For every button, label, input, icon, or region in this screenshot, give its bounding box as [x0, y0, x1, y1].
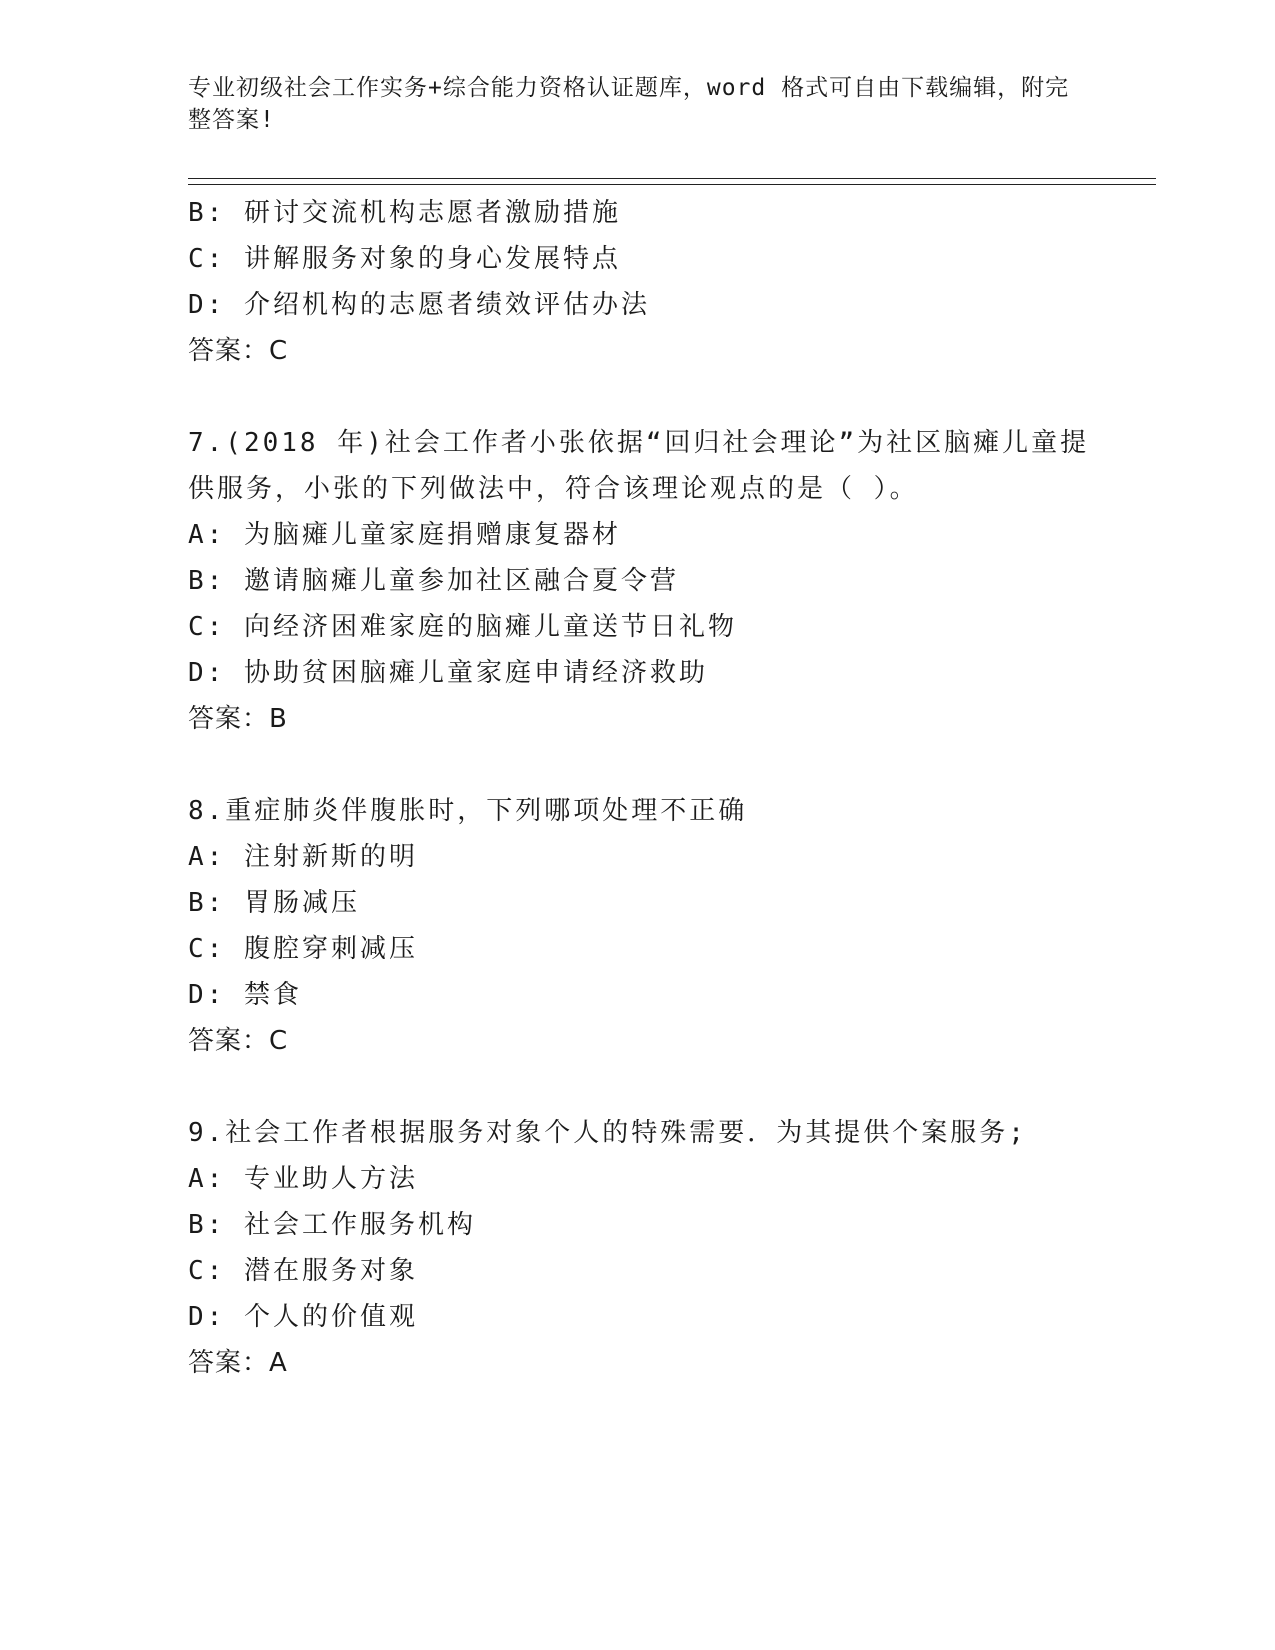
- question-stem-line: 7.(2018 年)社会工作者小张依据“回归社会理论”为社区脑瘫儿童提: [188, 428, 1090, 458]
- option-d: D: 协助贫困脑瘫儿童家庭申请经济救助: [188, 658, 708, 688]
- spacer: [188, 1064, 1088, 1110]
- option-d: D: 禁食: [188, 980, 302, 1010]
- answer-line: 答案：B: [188, 704, 288, 734]
- question-9: [188, 1110, 1088, 1386]
- option-c: C: 腹腔穿刺减压: [188, 934, 418, 964]
- answer-line: 答案：C: [188, 1026, 289, 1056]
- question-list: [188, 190, 1088, 1386]
- option-b: B: 胃肠减压: [188, 888, 360, 918]
- option-b: B: 社会工作服务机构: [188, 1210, 476, 1240]
- option-a: A: 注射新斯的明: [188, 842, 418, 872]
- page-header: [188, 72, 1088, 136]
- question-stem-line: 8.重症肺炎伴腹胀时，下列哪项处理不正确: [188, 796, 748, 826]
- option-a: A: 为脑瘫儿童家庭捐赠康复器材: [188, 520, 621, 550]
- spacer: [188, 374, 1088, 420]
- question-6-tail: [188, 190, 1088, 374]
- option-c: C: 潜在服务对象: [188, 1256, 418, 1286]
- option-b: B: 研讨交流机构志愿者激励措施: [188, 198, 621, 228]
- header-line-2: 整答案!: [188, 107, 275, 133]
- option-d: D: 介绍机构的志愿者绩效评估办法: [188, 290, 650, 320]
- header-line-1: 专业初级社会工作实务+综合能力资格认证题库，word 格式可自由下载编辑，附完: [188, 75, 1070, 101]
- question-8: [188, 788, 1088, 1064]
- option-c: C: 讲解服务对象的身心发展特点: [188, 244, 621, 274]
- header-rule-bottom: [188, 184, 1156, 185]
- option-c: C: 向经济困难家庭的脑瘫儿童送节日礼物: [188, 612, 737, 642]
- answer-line: 答案：A: [188, 1348, 288, 1378]
- header-rule-top: [188, 178, 1156, 179]
- question-7: [188, 420, 1088, 742]
- question-stem-line: 供服务，小张的下列做法中，符合该理论观点的是（ ）。: [188, 474, 919, 504]
- option-a: A: 专业助人方法: [188, 1164, 418, 1194]
- option-b: B: 邀请脑瘫儿童参加社区融合夏令营: [188, 566, 679, 596]
- answer-line: 答案：C: [188, 336, 289, 366]
- question-stem-line: 9.社会工作者根据服务对象个人的特殊需要．为其提供个案服务;: [188, 1118, 1027, 1148]
- option-d: D: 个人的价值观: [188, 1302, 418, 1332]
- spacer: [188, 742, 1088, 788]
